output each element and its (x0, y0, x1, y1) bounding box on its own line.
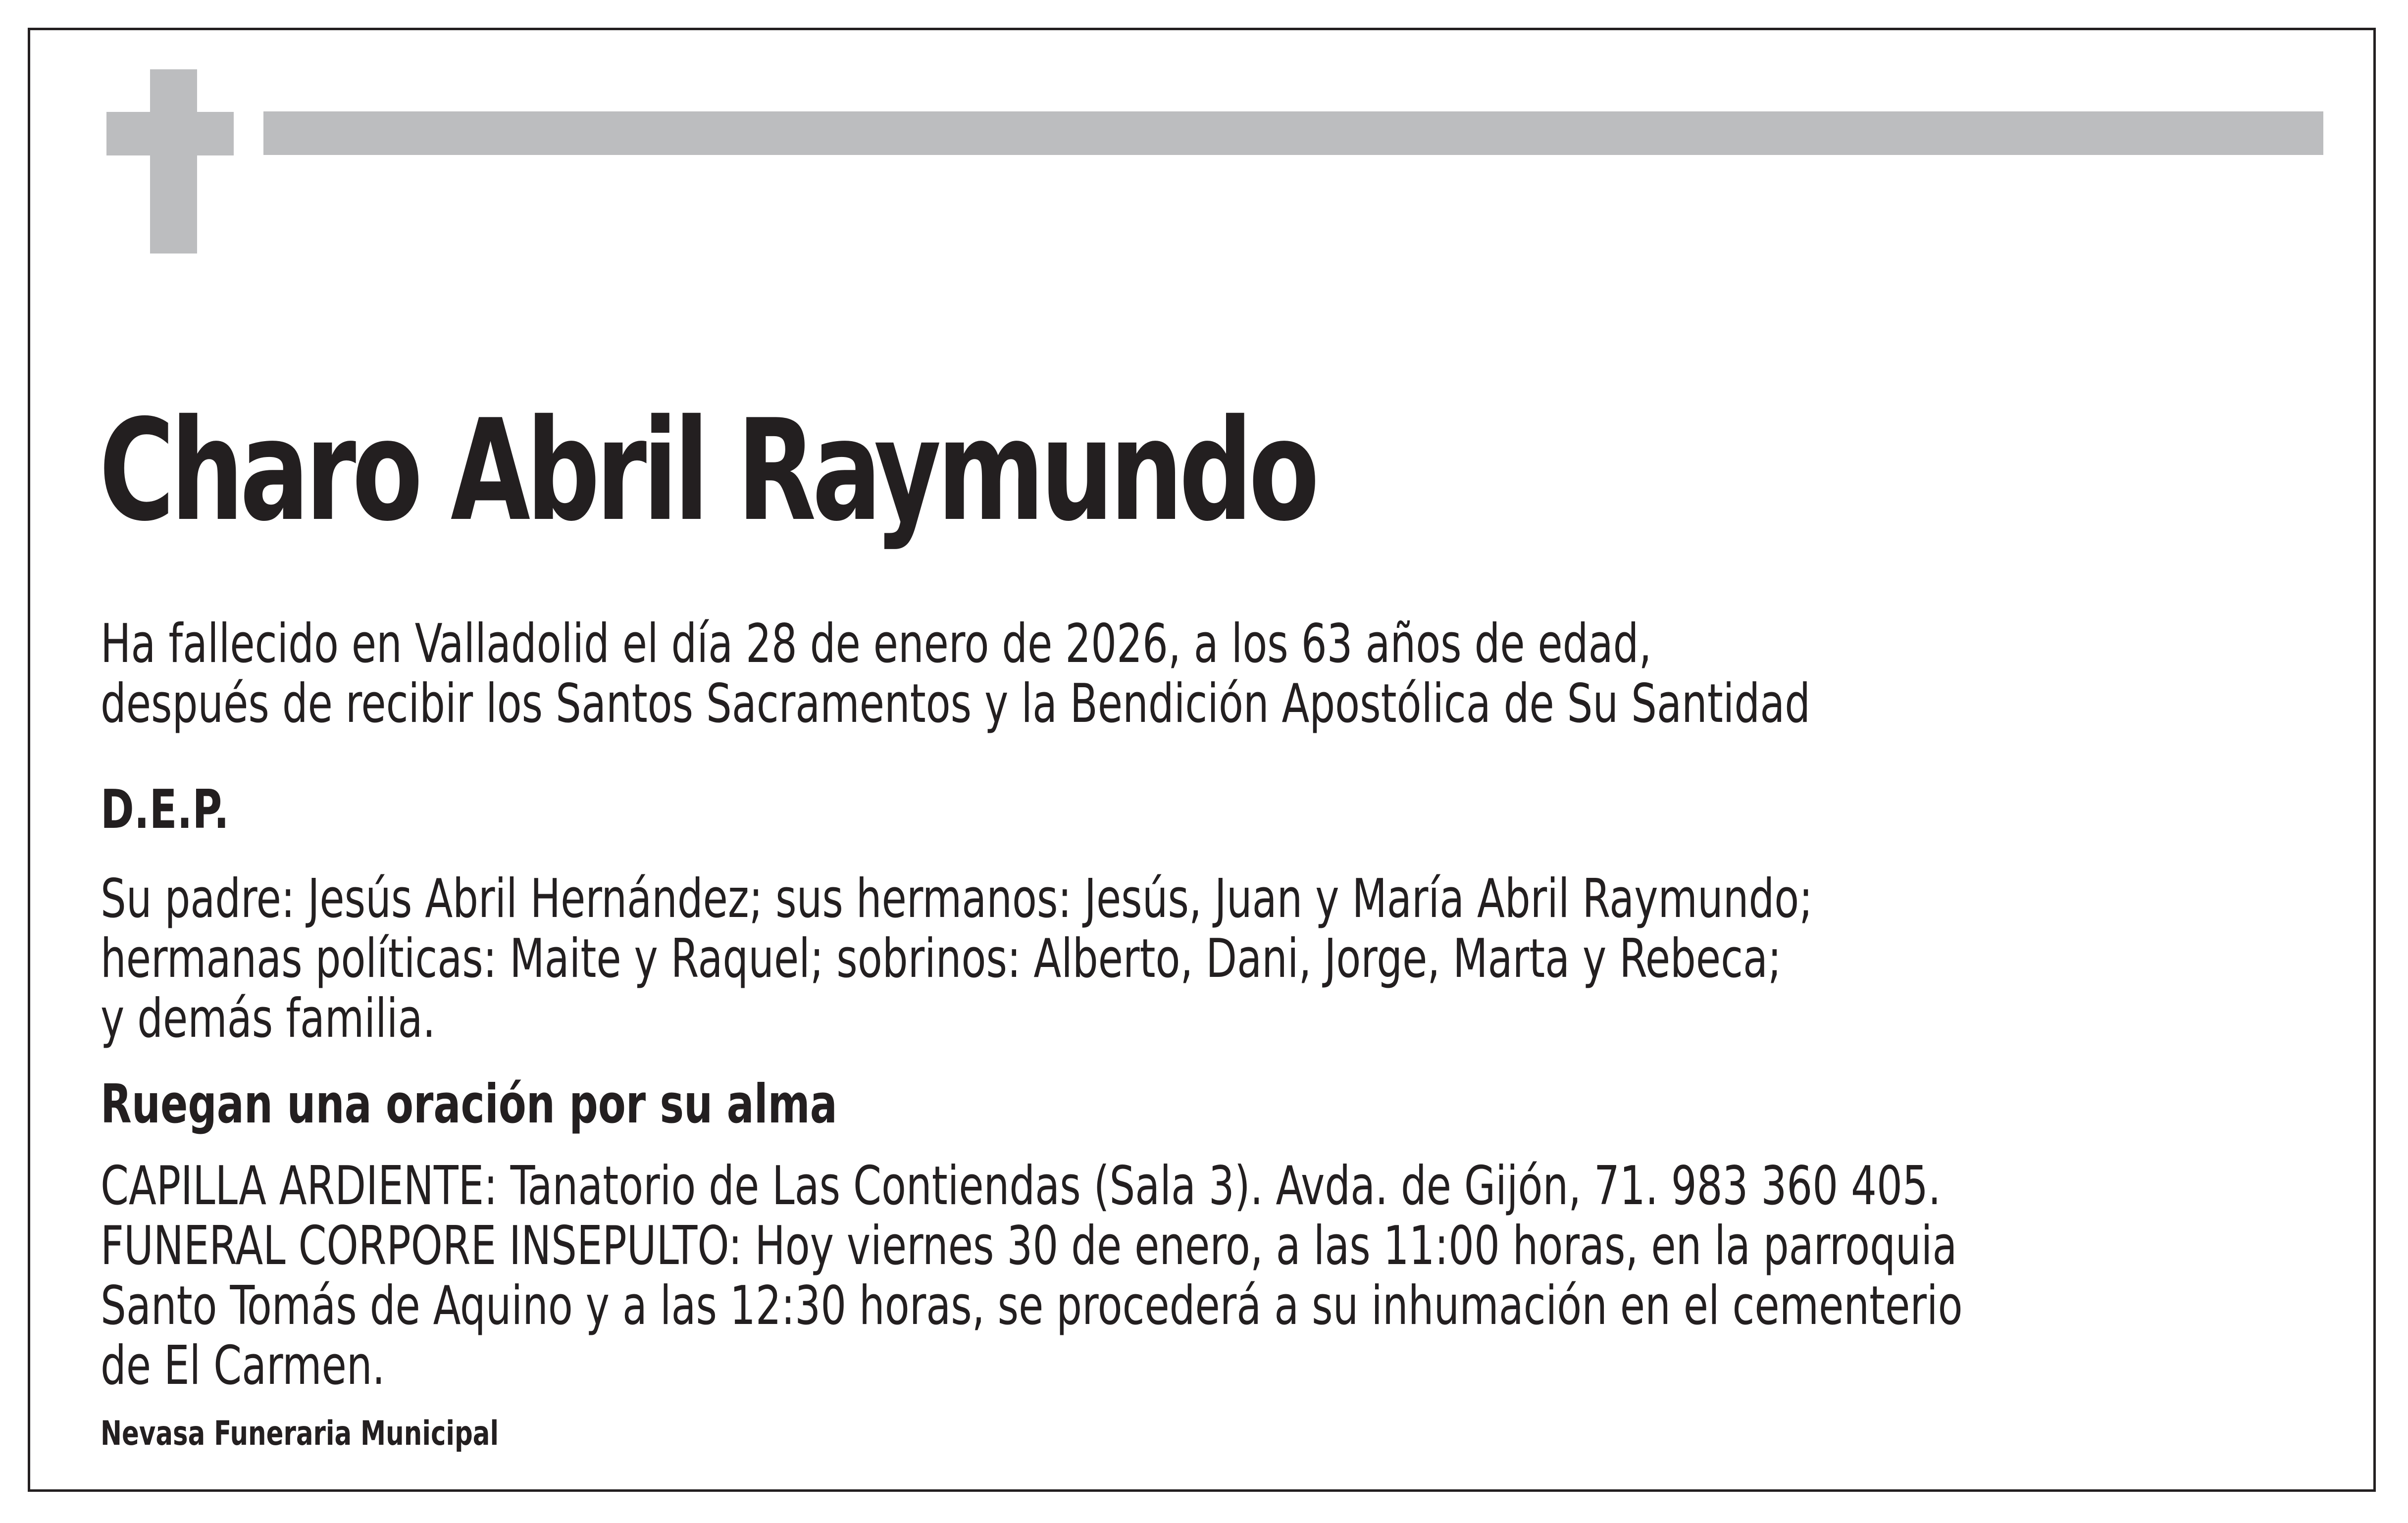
header-bar (263, 111, 2323, 155)
deceased-name: Charo Abril Raymundo (99, 389, 1316, 552)
prayer-heading: Ruegan una oración por su alma (101, 1073, 837, 1135)
details-line: de El Carmen. (101, 1335, 385, 1397)
family-line: hermanas políticas: Maite y Raquel; sobrinos: Alberto, Dani, Jorge, Marta y Rebeca; (101, 928, 1782, 990)
details-line: Santo Tomás de Aquino y a las 12:30 horas, se procederá a su inhumación en el cementerio (101, 1275, 1963, 1337)
announcement-paragraph (101, 614, 1810, 734)
details-line: CAPILLA ARDIENTE: Tanatorio de Las Contiendas (Sala 3). Avda. de Gijón, 71. 983 360 405. (101, 1155, 1941, 1217)
announcement-line: Ha fallecido en Valladolid el día 28 de enero de 2026, a los 63 años de edad, (101, 613, 1652, 675)
cross-vertical-beam (150, 69, 197, 254)
details-line: FUNERAL CORPORE INSEPULTO: Hoy viernes 30 de enero, a las 11:00 horas, en la parroquia (101, 1215, 1957, 1277)
family-paragraph (101, 869, 1813, 1049)
family-line: Su padre: Jesús Abril Hernández; sus hermanos: Jesús, Juan y María Abril Raymundo; (101, 868, 1813, 930)
dep-heading: D.E.P. (101, 779, 229, 841)
family-line: y demás familia. (101, 988, 436, 1050)
cross-horizontal-beam (106, 112, 234, 155)
funeral-home-signature: Nevasa Funeraria Municipal (101, 1414, 499, 1453)
funeral-details-paragraph (101, 1156, 1962, 1396)
announcement-line: después de recibir los Santos Sacramentos y la Bendición Apostólica de Su Santidad (101, 673, 1811, 735)
